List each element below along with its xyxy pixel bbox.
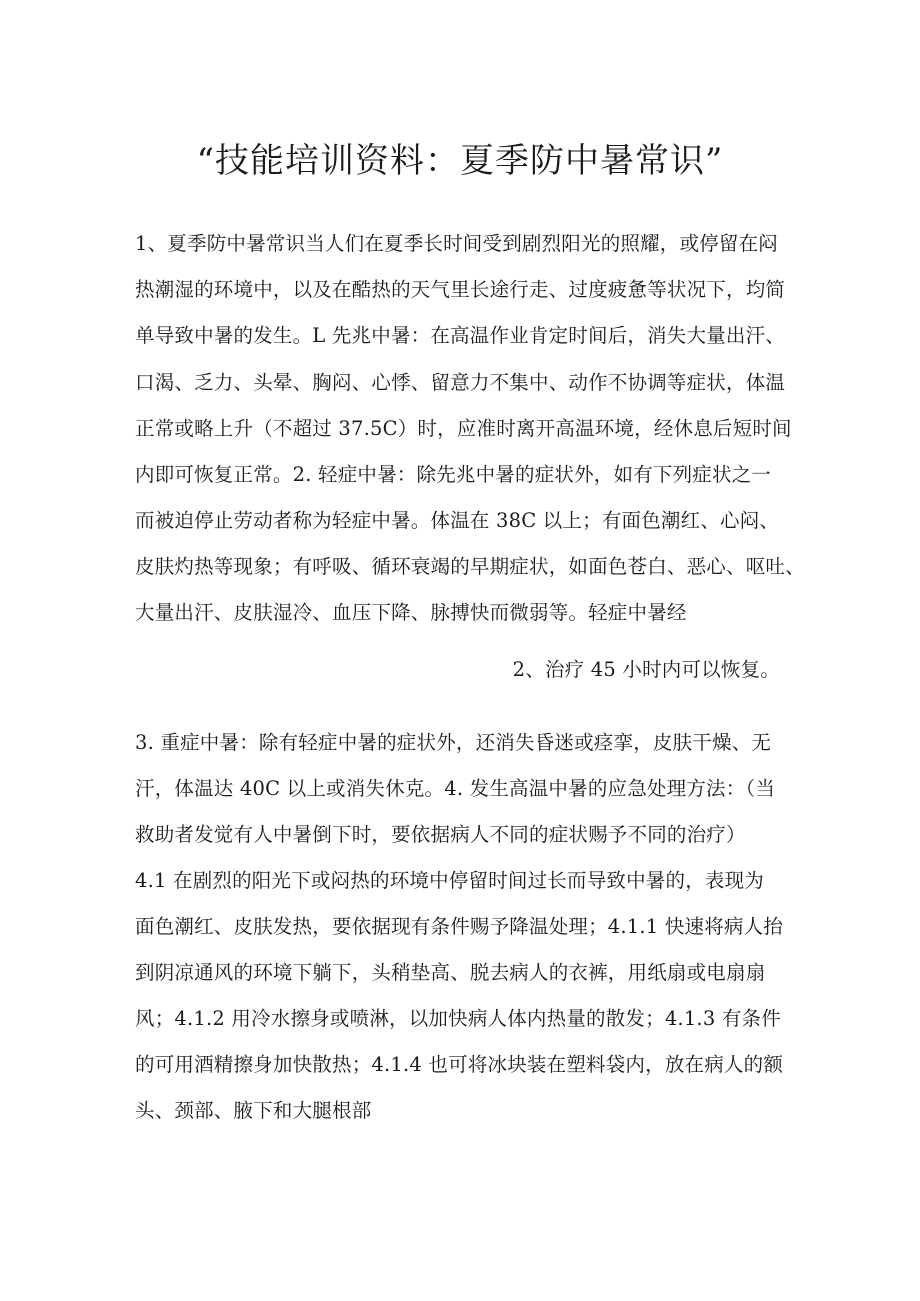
paragraph-line-right: 2、治疗 45 小时内可以恢复。 xyxy=(512,658,780,681)
paragraph-line: 而被迫停止劳动者称为轻症中暑。体温在 38C 以上；有面色潮红、心闷、 xyxy=(135,509,780,532)
paragraph-line: 单导致中暑的发生。L 先兆中暑：在高温作业肯定时间后，消失大量出汗、 xyxy=(135,324,785,347)
paragraph-line: 大量出汗、皮肤湿冷、血压下降、脉搏快而微弱等。轻症中暑经 xyxy=(135,601,687,624)
paragraph-line: 风；4.1.2 用冷水擦身或喷淋，以加快病人体内热量的散发；4.1.3 有条件 xyxy=(135,1007,781,1030)
paragraph-line: 汗，体温达 40C 以上或消失休克。4. 发生高温中暑的应急处理方法：（当 xyxy=(135,777,776,800)
paragraph-line: 内即可恢复正常。2. 轻症中暑：除先兆中暑的症状外，如有下列症状之一 xyxy=(135,463,772,486)
paragraph-line: 3. 重症中暑：除有轻症中暑的症状外，还消失昏迷或痉挛，皮肤干燥、无 xyxy=(135,731,772,754)
paragraph-line: 4.1 在剧烈的阳光下或闷热的环境中停留时间过长而导致中暑的，表现为 xyxy=(135,869,765,892)
paragraph-line: 面色潮红、皮肤发热，要依据现有条件赐予降温处理；4.1.1 快速将病人抬 xyxy=(135,915,784,938)
paragraph-line: 到阴凉通风的环境下躺下，头稍垫高、脱去病人的衣裤，用纸扇或电扇扇 xyxy=(135,961,766,984)
page-title: “技能培训资料：夏季防中暑常识” xyxy=(196,141,724,181)
paragraph-line: 皮肤灼热等现象；有呼吸、循环衰竭的早期症状，如面色苍白、恶心、呕吐、 xyxy=(135,555,805,578)
paragraph-line: 正常或略上升（不超过 37.5C）时，应准时离开高温环境，经休息后短时间 xyxy=(135,417,792,440)
paragraph-line: 1、夏季防中暑常识当人们在夏季长时间受到剧烈阳光的照耀，或停留在闷 xyxy=(135,232,779,255)
paragraph-line: 救助者发觉有人中暑倒下时，要依据病人不同的症状赐予不同的治疗） xyxy=(135,823,746,846)
paragraph-line: 热潮湿的环境中，以及在酷热的天气里长途行走、过度疲惫等状况下，均简 xyxy=(135,278,786,301)
paragraph-line: 头、颈部、腋下和大腿根部 xyxy=(135,1099,372,1122)
paragraph-line: 口渴、乏力、头晕、胸闷、心悸、留意力不集中、动作不协调等症状，体温 xyxy=(135,371,786,394)
paragraph-line: 的可用酒精擦身加快散热；4.1.4 也可将冰块装在塑料袋内，放在病人的额 xyxy=(135,1053,784,1076)
